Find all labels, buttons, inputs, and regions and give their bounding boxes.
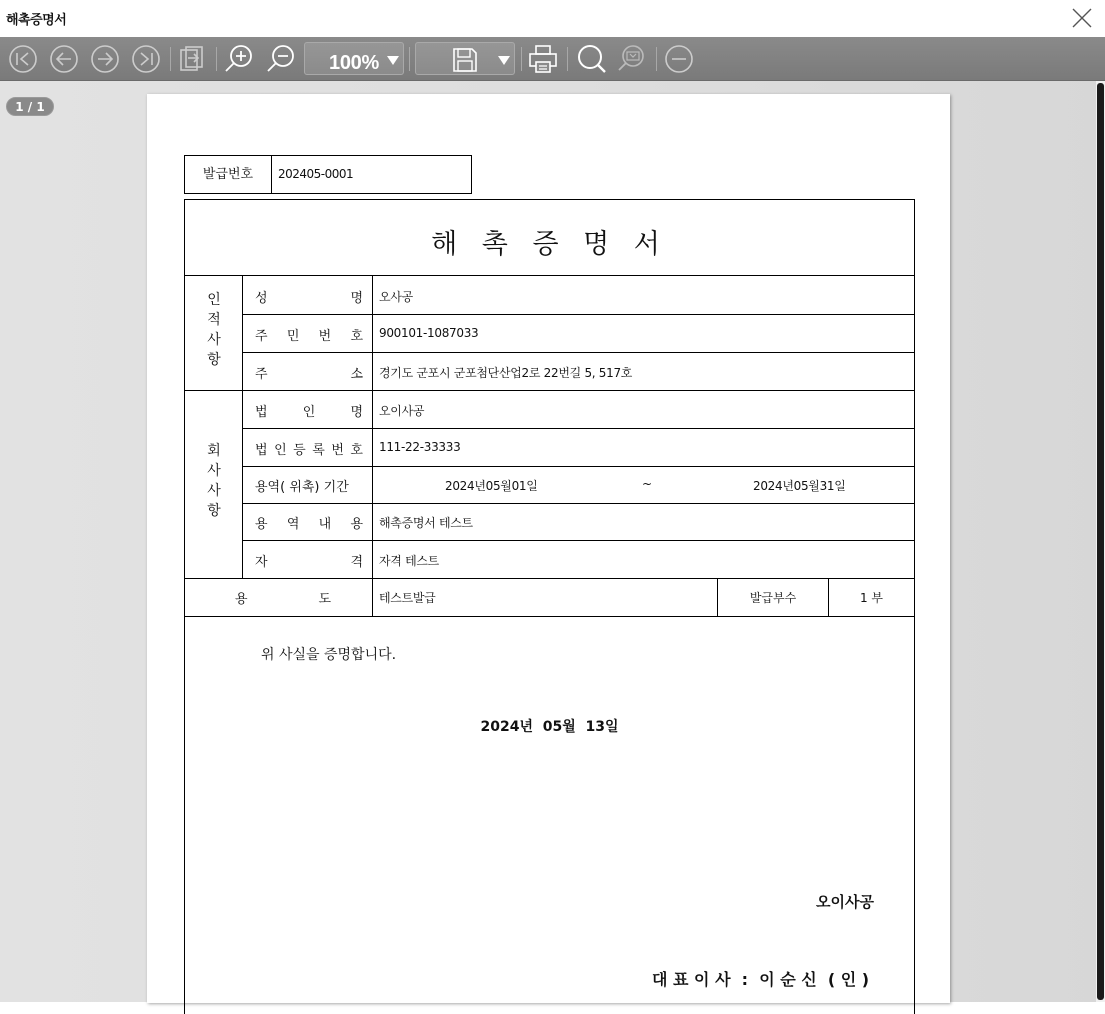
address-label: 주 소 [255, 367, 363, 382]
vertical-scrollbar[interactable] [1096, 81, 1105, 1002]
zoom-select[interactable] [304, 42, 404, 75]
document-viewer[interactable] [0, 81, 1105, 1002]
close-icon[interactable] [1071, 7, 1093, 29]
chevron-down-icon [498, 56, 510, 65]
resident-number-value: 900101-1087033 [379, 326, 479, 340]
issue-number-label: 발급번호 [185, 156, 272, 193]
usage-label: 용 도 [235, 592, 331, 607]
window-title: 해촉증명서 [6, 13, 67, 28]
period-end-value: 2024년05월31일 [753, 479, 846, 493]
zoom-out-icon[interactable] [265, 43, 297, 75]
next-page-icon[interactable] [89, 43, 121, 75]
save-select[interactable] [415, 42, 515, 75]
service-content-value: 해촉증명서 테스트 [379, 516, 473, 530]
issue-date: 2024년 05월 13일 [480, 719, 619, 735]
service-content-label: 용 역 내 용 [255, 517, 363, 532]
close-viewer-icon[interactable] [663, 43, 695, 75]
prev-page-icon[interactable] [48, 43, 80, 75]
personal-info-group-label: 인 적 사 항 [207, 292, 221, 368]
address-value: 경기도 군포시 군포첨단산업2로 22번길 5, 517호 [379, 366, 633, 380]
corporation-reg-label: 법 인 등 록 번 호 [255, 443, 363, 458]
service-period-label: 용역( 위촉) 기간 [255, 480, 349, 495]
usage-value: 테스트발급 [379, 591, 436, 605]
corporation-name-value: 오이사공 [379, 404, 425, 418]
toolbar-separator [409, 47, 410, 71]
find-next-icon[interactable] [616, 43, 648, 75]
corporation-reg-value: 111-22-33333 [379, 440, 461, 454]
find-icon[interactable] [575, 43, 607, 75]
save-icon [452, 47, 478, 73]
chevron-down-icon [387, 56, 399, 65]
page-indicator: 1 / 1 [6, 97, 54, 116]
toolbar-separator [656, 47, 657, 71]
document-page [147, 94, 950, 1003]
last-page-icon[interactable] [130, 43, 162, 75]
period-start-value: 2024년05월01일 [445, 479, 538, 493]
scrollbar-thumb[interactable] [1097, 83, 1104, 1000]
corporation-name-label: 법 인 명 [255, 405, 363, 420]
toolbar-separator [216, 47, 217, 71]
issue-number-box [184, 155, 472, 194]
first-page-icon[interactable] [7, 43, 39, 75]
period-tilde: ~ [642, 477, 652, 491]
name-label: 성 명 [255, 291, 363, 306]
certificate-table [184, 199, 915, 1014]
viewer-toolbar [0, 37, 1105, 81]
company-name: 오이사공 [816, 893, 874, 911]
copies-value: 1 부 [859, 591, 884, 605]
qualification-value: 자격 테스트 [379, 554, 439, 568]
title-bar [0, 0, 1105, 37]
issue-number-value: 202405-0001 [278, 167, 354, 181]
print-icon[interactable] [527, 43, 559, 75]
document-title: 해 촉 증 명 서 [431, 229, 668, 260]
toolbar-separator [567, 47, 568, 71]
representative: 대 표 이 사 : 이 순 신 ( 인 ) [652, 970, 870, 989]
copies-label: 발급부수 [749, 591, 797, 605]
zoom-in-icon[interactable] [223, 43, 255, 75]
toolbar-separator [521, 47, 522, 71]
name-value: 오사공 [379, 290, 413, 304]
qualification-label: 자 격 [255, 555, 363, 570]
export-icon[interactable] [176, 43, 208, 75]
company-info-group-label: 회 사 사 항 [207, 443, 221, 519]
resident-number-label: 주 민 번 호 [255, 329, 363, 344]
toolbar-separator [170, 47, 171, 71]
zoom-value: 100% [329, 52, 379, 74]
certify-text: 위 사실을 증명합니다. [261, 647, 397, 663]
